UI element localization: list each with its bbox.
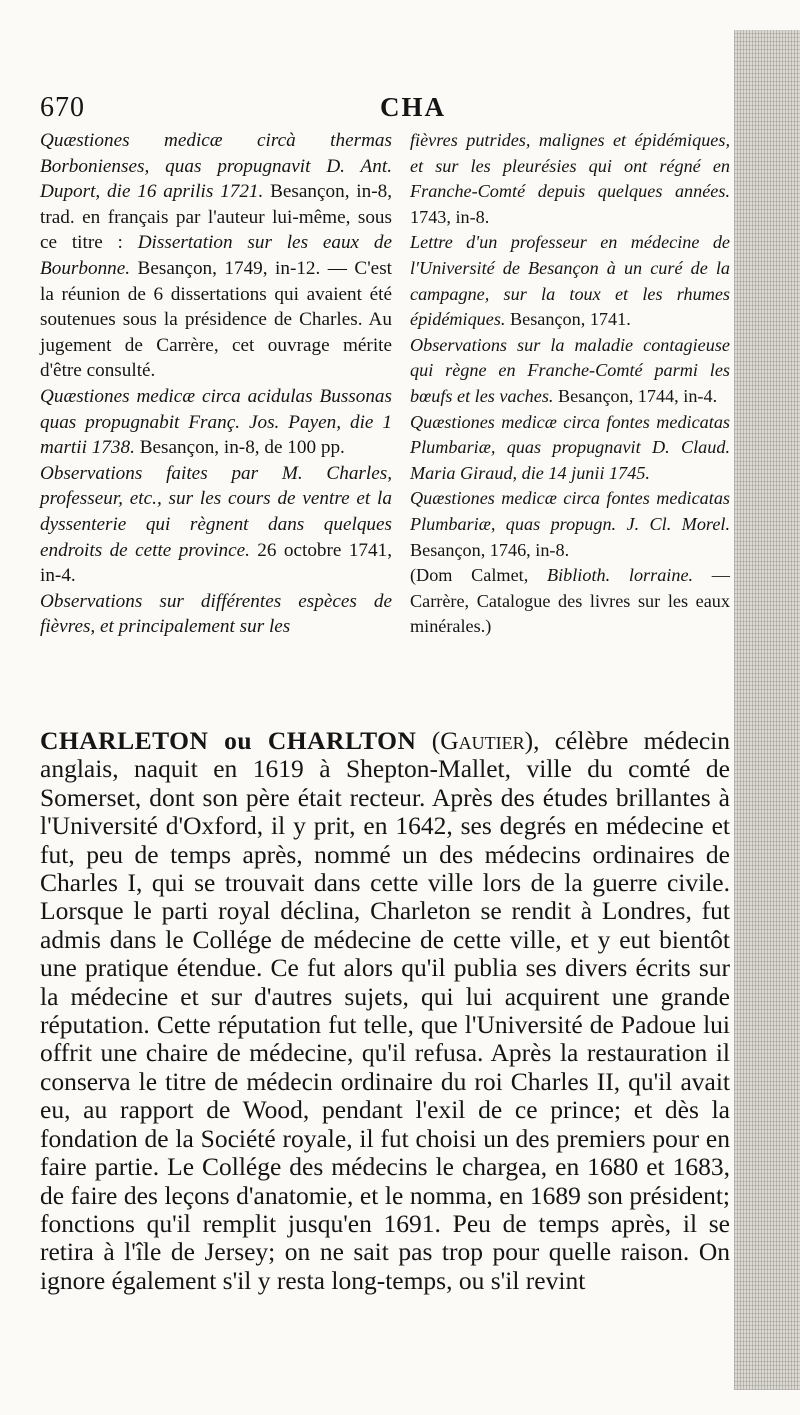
biography-entry: CHARLETON ou CHARLTON (Gautier), célèbre médecin anglais, naquit en 1619 à Shepton-Mallet, ville du comté de Somerset, dont son père était recteur. Après des études brillantes à l'Université d'Oxford, il y prit, en 1642, ses degrés en médecine et fut, peu de temps après, nommé un des médecins ordinaires de Charles I, qui se trouvait dans cette ville lors de la guerre civile. Lorsque le parti royal déclina, Charleton se rendit à Londres, fut admis dans le Collége de médecine de cette ville, et y eut bientôt une pratique étendue. Ce fut alors qu'il publia ses divers écrits sur la médecine et sur d'autres sujets, qui lui acquirent une grande réputation. Cette réputation fut telle, que l'Université de Padoue lui offrit une chaire de médecine, qu'il refusa. Après la restauration il conserva le titre de médecin ordinaire du roi Charles II, qu'il avait eu, au rapport de Wood, pendant l'exil de ce prince; et dès la fondation de la Société royale, il fut choisi un des premiers pour en faire partie. Le Collége des médecins le chargea, en 1680 et 1683, de faire des leçons d'anatomie, et le nomma, en 1689 son président; fonctions qu'il remplit jusqu'en 1691. Peu de temps après, il se retira à l'île de Jersey; on ne sait pas trop pour quelle raison. On ignore également s'il y resta long-temps, ou s'il revint [40, 726, 730, 1295]
bibliography-entry: Quæstiones medicæ circa fontes medicatas Plumbariæ, quas propugn. J. Cl. Morel. Besançon, 1746, in-8. [410, 488, 730, 560]
bibliography-entry: Quæstiones medicæ circa acidulas Bussonas quas propugnabit Franç. Jos. Payen, die 1 martii 1738. Besançon, in-8, de 100 pp. [40, 385, 392, 459]
given-name: Gautier [440, 726, 525, 755]
page-edge-shadow [734, 30, 800, 1390]
left-column [40, 128, 392, 640]
source-citation: (Dom Calmet, Biblioth. lorraine. — Carrère, Catalogue des livres sur les eaux minérales.) [410, 565, 730, 637]
biography-text: , célèbre médecin anglais, naquit en 1619 à Shepton-Mallet, ville du comté de Somerset, dont son père était recteur. Après des études brillantes à l'Université d'Oxford, il y prit, en 1642, ses degrés en médecine et fut, peu de temps après, nommé un des médecins ordinaires de Charles I, qui se trouvait dans cette ville lors de la guerre civile. Lorsque le parti royal déclina, Charleton se rendit à Londres, fut admis dans le Collége de médecine de cette ville, et y eut bientôt une pratique étendue. Ce fut alors qu'il publia ses divers écrits sur la médecine et sur d'autres sujets, qui lui acquirent une grande réputation. Cette réputation fut telle, que l'Université de Padoue lui offrit une chaire de médecine, qu'il refusa. Après la restauration il conserva le titre de médecin ordinaire du roi Charles II, qu'il avait eu, au rapport de Wood, pendant l'exil de ce prince; et dès la fondation de la Société royale, il fut choisi un des premiers pour en faire partie. Le Collége des médecins le chargea, en 1680 et 1683, de faire des leçons d'anatomie, et le nomma, en 1689 son président; fonctions qu'il remplit jusqu'en 1691. Peu de temps après, il se retira à l'île de Jersey; on ne sait pas trop pour quelle raison. On ignore également s'il y resta long-temps, ou s'il revint [40, 726, 730, 1295]
bibliography-entry: Observations faites par M. Charles, professeur, etc., sur les cours de ventre et la dyssenterie qui règnent dans quelques endroits de cette province. 26 octobre 1741, in-4. [40, 462, 392, 587]
bibliography-entry: fièvres putrides, malignes et épidémiques, et sur les pleurésies qui ont régné en Franche-Comté depuis quelques années. 1743, in-8. [410, 130, 730, 227]
page-header [40, 92, 730, 128]
bibliography-entry: Observations sur la maladie contagieuse qui règne en Franche-Comté parmi les bœufs et les vaches. Besançon, 1744, in-4. [410, 334, 730, 406]
bibliography-entry: Quæstiones medicæ circa fontes medicatas Plumbariæ, quas propugnavit D. Claud. Maria Giraud, die 14 junii 1745. [410, 411, 730, 483]
running-head: CHA [380, 92, 446, 122]
bibliography-entry: Quæstiones medicæ circà thermas Borbonienses, quas propugnavit D. Ant. Duport, die 16 aprilis 1721. Besançon, in-8, trad. en français par l'auteur lui-même, sous ce titre : Dissertation sur les eaux de Bourbonne. Besançon, 1749, in-12. — C'est la réunion de 6 dissertations qui avaient été soutenues sous la présidence de Charles. Au jugement de Carrère, cet ouvrage mérite d'être consulté. [40, 130, 392, 382]
page-number: 670 [40, 92, 85, 123]
entry-headword: CHARLETON ou CHARLTON [40, 726, 417, 755]
bibliography-entry: Observations sur différentes espèces de fièvres, et principalement sur les [40, 590, 392, 638]
bibliography-entry: Lettre d'un professeur en médecine de l'Université de Besançon à un curé de la campagne, sur la toux et les rhumes épidémiques. Besançon, 1741. [410, 232, 730, 330]
right-column [410, 128, 730, 640]
